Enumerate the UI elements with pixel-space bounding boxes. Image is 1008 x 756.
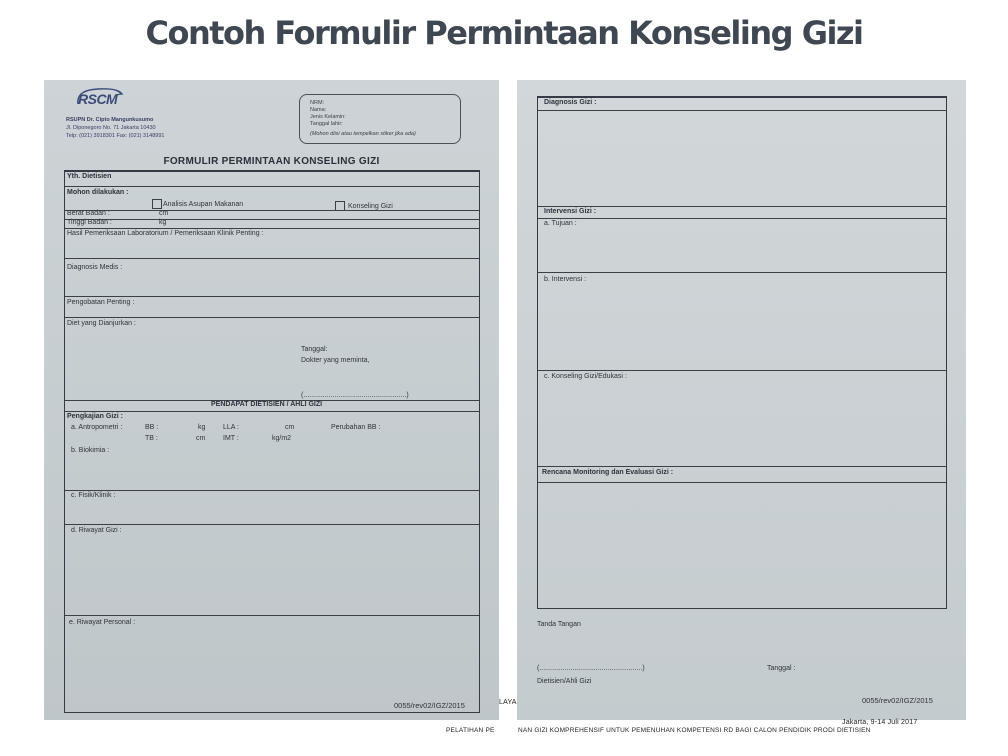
tinggi-badan-unit: kg bbox=[159, 219, 167, 226]
tb-unit: cm bbox=[196, 435, 206, 442]
tanggal-right-label: Tanggal : bbox=[767, 665, 796, 672]
divider bbox=[538, 206, 946, 207]
diet-label: Diet yang Dianjurkan : bbox=[67, 320, 136, 327]
divider bbox=[538, 466, 946, 467]
berat-badan-unit: cm bbox=[159, 210, 169, 217]
yth-label: Yth. Dietisien bbox=[67, 173, 112, 180]
biokimia-label: b. Biokimia : bbox=[71, 447, 110, 454]
divider bbox=[65, 615, 479, 616]
form-title: FORMULIR PERMINTAAN KONSELING GIZI bbox=[163, 156, 380, 167]
diagnosis-gizi-label: Diagnosis Gizi : bbox=[544, 99, 597, 106]
analisis-checkbox[interactable] bbox=[152, 199, 162, 209]
divider bbox=[538, 218, 946, 219]
nrm-label: NRM: bbox=[310, 100, 325, 106]
jenis-kelamin-label: Jenis Kelamin: bbox=[310, 114, 346, 120]
dokter-label: Dokter yang meminta, bbox=[301, 357, 370, 364]
berat-badan-label: Berat Badan : bbox=[67, 210, 110, 217]
nama-label: Nama: bbox=[310, 107, 327, 113]
footer-left-text: PELATIHAN PE bbox=[446, 727, 495, 734]
divider bbox=[65, 186, 479, 187]
divider bbox=[65, 228, 479, 229]
divider bbox=[538, 370, 946, 371]
hospital-phone: Telp: (021) 3918301 Fax: (021) 3148991 bbox=[66, 133, 165, 139]
bb-unit: kg bbox=[198, 424, 206, 431]
tanggal-label: Tanggal: bbox=[301, 346, 328, 353]
divider bbox=[538, 110, 946, 111]
overlap-text: LAYA bbox=[499, 699, 517, 706]
hospital-address: Jl. Diponegoro No. 71 Jakarta 10430 bbox=[66, 125, 156, 131]
doctor-signature-line: (.....................................................) bbox=[301, 392, 409, 399]
riwayat-gizi-label: d. Riwayat Gizi : bbox=[71, 527, 122, 534]
tinggi-badan-label: Tinggi Badan : bbox=[67, 219, 112, 226]
patient-id-box bbox=[299, 94, 461, 144]
divider bbox=[65, 258, 479, 259]
lla-unit: cm bbox=[285, 424, 295, 431]
imt-unit: kg/m2 bbox=[272, 435, 292, 442]
form-page-2 bbox=[517, 80, 966, 720]
riwayat-personal-label: e. Riwayat Personal : bbox=[69, 619, 136, 626]
intervensi-gizi-label: Intervensi Gizi : bbox=[544, 208, 597, 215]
tanggal-lahir-label: Tanggal lahir: bbox=[310, 121, 343, 127]
divider bbox=[65, 219, 479, 220]
perubahan-bb-label: Perubahan BB : bbox=[331, 424, 381, 431]
mohon-label: Mohon dilakukan : bbox=[67, 189, 129, 196]
form-code: 0055/rev02/IGZ/2015 bbox=[394, 701, 465, 710]
konseling-edukasi-label: c. Konseling Gizi/Edukasi : bbox=[544, 373, 627, 380]
analisis-label: Analisis Asupan Makanan bbox=[163, 201, 244, 208]
fisik-label: c. Fisik/Klinik : bbox=[71, 492, 116, 499]
slide-title: Contoh Formulir Permintaan Konseling Gizi bbox=[145, 14, 863, 52]
divider bbox=[538, 272, 946, 273]
sticker-note: (Mohon diisi atau tempelkan stiker jika ada) bbox=[310, 131, 416, 137]
lla-label: LLA : bbox=[223, 424, 239, 431]
tujuan-label: a. Tujuan : bbox=[544, 220, 577, 227]
tanda-tangan-label: Tanda Tangan bbox=[537, 621, 581, 628]
hasil-lab-label: Hasil Pemeriksaan Laboratorium / Pemeriksaan Klinik Penting : bbox=[67, 230, 264, 237]
konseling-label: Konseling Gizi bbox=[348, 203, 393, 210]
pengobatan-label: Pengobatan Penting : bbox=[67, 299, 135, 306]
dietitian-signature-line: (.....................................................) bbox=[537, 665, 645, 672]
imt-label: IMT : bbox=[223, 435, 239, 442]
tb-label: TB : bbox=[145, 435, 158, 442]
monitoring-label: Rencana Monitoring dan Evaluasi Gizi : bbox=[542, 469, 674, 476]
pengkajian-label: Pengkajian Gizi : bbox=[67, 413, 124, 420]
dietisien-label: Dietisien/Ahli Gizi bbox=[537, 678, 592, 685]
divider bbox=[65, 490, 479, 491]
divider bbox=[65, 317, 479, 318]
logo-text: RSCM bbox=[78, 91, 118, 107]
assessment-form-frame bbox=[537, 96, 947, 609]
divider bbox=[65, 296, 479, 297]
diagnosis-medis-label: Diagnosis Medis : bbox=[67, 264, 123, 271]
hospital-name: RSUPN Dr. Cipto Mangunkusumo bbox=[66, 117, 154, 123]
divider bbox=[538, 482, 946, 483]
antropometri-label: a. Antropometri : bbox=[71, 424, 123, 431]
pendapat-heading: PENDAPAT DIETISIEN / AHLI GIZI bbox=[211, 401, 323, 408]
footer-course-text: NAN GIZI KOMPREHENSIF UNTUK PEMENUHAN KOMPETENSI RD BAGI CALON PENDIDIK PRODI DIETISIEN bbox=[518, 727, 871, 734]
form-page-1 bbox=[44, 80, 499, 720]
request-form-frame bbox=[64, 170, 480, 713]
form-code-right: 0055/rev02/IGZ/2015 bbox=[862, 696, 933, 705]
intervensi-label: b. Intervensi : bbox=[544, 276, 587, 283]
bb-label: BB : bbox=[145, 424, 159, 431]
divider bbox=[65, 524, 479, 525]
divider bbox=[65, 210, 479, 211]
footer-date: Jakarta, 9-14 Juli 2017 bbox=[842, 719, 918, 726]
divider bbox=[65, 411, 479, 412]
